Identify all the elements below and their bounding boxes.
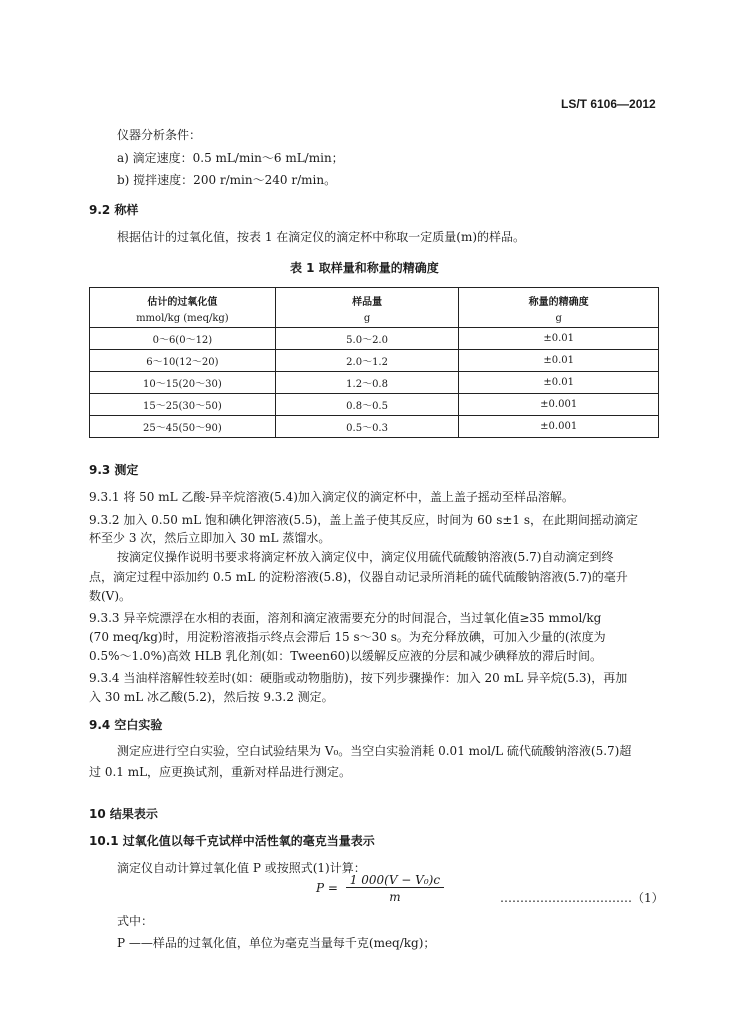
clause-9-3-2-line: 9.3.2 加入 0.50 mL 饱和碘化钾溶液(5.5)，盖上盖子使其反应，时间为 60 s±1 s，在此期间摇动滴定 bbox=[89, 513, 639, 527]
table-unit-cell: g bbox=[459, 309, 659, 328]
clause-9-3-3-line: 9.3.3 异辛烷漂浮在水相的表面，溶剂和滴定液需要充分的时间混合，当过氧化值≥35 mmol/kg bbox=[89, 611, 602, 625]
table-header-row bbox=[90, 288, 659, 310]
table-row bbox=[90, 394, 659, 416]
clause-9-3-4-line: 9.3.4 当油样溶解性较差时(如：硬脂或动物脂肪)，按下列步骤操作：加入 20 mL 异辛烷(5.3)，再加 bbox=[89, 671, 628, 685]
table-unit-cell: mmol/kg (meq/kg) bbox=[90, 309, 276, 328]
condition-item-a: a) 滴定速度：0.5 mL/min～6 mL/min； bbox=[117, 151, 344, 165]
section-9-3-heading: 9.3 测定 bbox=[89, 463, 139, 477]
definition-p: P ——样品的过氧化值，单位为毫克当量每千克(meq/kg)； bbox=[117, 936, 436, 950]
document-code: LS/T 6106—2012 bbox=[561, 97, 656, 111]
formula-number: ……………………………（1） bbox=[500, 891, 664, 905]
table-cell: 6～10(12～20) bbox=[90, 350, 276, 372]
section-9-2-text: 根据估计的过氧化值，按表 1 在滴定仪的滴定杯中称取一定质量(m)的样品。 bbox=[117, 230, 526, 244]
table-cell: ±0.001 bbox=[459, 416, 659, 438]
clause-9-3-2-line: 杯至少 3 次，然后立即加入 30 mL 蒸馏水。 bbox=[89, 531, 331, 545]
table-row bbox=[90, 350, 659, 372]
table-1 bbox=[89, 287, 659, 438]
table-unit-cell: g bbox=[275, 309, 459, 328]
clause-9-3-4-line: 入 30 mL 冰乙酸(5.2)，然后按 9.3.2 测定。 bbox=[89, 690, 334, 704]
formula-intro: 滴定仪自动计算过氧化值 P 或按照式(1)计算： bbox=[117, 861, 366, 875]
section-9-4-line: 测定应进行空白实验，空白试验结果为 V₀。当空白实验消耗 0.01 mol/L 硫代硫酸钠溶液(5.7)超 bbox=[117, 744, 632, 758]
instrument-conditions-title: 仪器分析条件： bbox=[117, 128, 202, 142]
clause-9-3-2-para-line: 数(V)。 bbox=[89, 589, 132, 603]
table-cell: 10～15(20～30) bbox=[90, 372, 276, 394]
where-label: 式中： bbox=[117, 914, 154, 928]
clause-9-3-2-para-line: 点，滴定过程中添加约 0.5 mL 的淀粉溶液(5.8)，仪器自动记录所消耗的硫代硫酸钠溶液(5.7)的毫升 bbox=[89, 570, 628, 584]
formula-fraction bbox=[346, 873, 444, 904]
section-9-4-heading: 9.4 空白实验 bbox=[89, 718, 163, 732]
table-unit-row bbox=[90, 309, 659, 328]
table-cell: ±0.01 bbox=[459, 350, 659, 372]
table-1-caption: 表 1 取样量和称量的精确度 bbox=[290, 261, 439, 275]
table-cell: 25～45(50～90) bbox=[90, 416, 276, 438]
table-cell: ±0.001 bbox=[459, 394, 659, 416]
table-header-cell: 样品量 bbox=[275, 288, 459, 310]
clause-9-3-3-line: 0.5%～1.0%)高效 HLB 乳化剂(如：Tween60)以缓解反应液的分层和减少碘释放的滞后时间。 bbox=[89, 649, 602, 663]
table-cell: 1.2～0.8 bbox=[275, 372, 459, 394]
formula-numerator: 1 000(V − V₀)c bbox=[346, 873, 444, 888]
section-9-4-line: 过 0.1 mL，应更换试剂，重新对样品进行测定。 bbox=[89, 765, 352, 779]
section-9-2-heading: 9.2 称样 bbox=[89, 203, 139, 217]
table-cell: 0.8～0.5 bbox=[275, 394, 459, 416]
table-row bbox=[90, 328, 659, 350]
formula-lhs: P = bbox=[316, 881, 338, 895]
clause-9-3-2-para-line: 按滴定仪操作说明书要求将滴定杯放入滴定仪中，滴定仪用硫代硫酸钠溶液(5.7)自动滴定到终 bbox=[117, 550, 614, 564]
formula-denominator: m bbox=[389, 890, 401, 904]
table-row bbox=[90, 416, 659, 438]
table-cell: ±0.01 bbox=[459, 328, 659, 350]
clause-9-3-3-line: (70 meq/kg)时，用淀粉溶液指示终点会滞后 15 s～30 s。为充分释放碘，可加入少量的(浓度为 bbox=[89, 630, 606, 644]
table-cell: 0～6(0～12) bbox=[90, 328, 276, 350]
section-10-1-heading: 10.1 过氧化值以每千克试样中活性氧的毫克当量表示 bbox=[89, 834, 375, 848]
formula-1 bbox=[316, 873, 444, 904]
condition-item-b: b) 搅拌速度：200 r/min～240 r/min。 bbox=[117, 173, 337, 187]
table-header-cell: 估计的过氧化值 bbox=[90, 288, 276, 310]
section-10-heading: 10 结果表示 bbox=[89, 807, 158, 821]
table-cell: 5.0～2.0 bbox=[275, 328, 459, 350]
table-cell: 15～25(30～50) bbox=[90, 394, 276, 416]
table-cell: ±0.01 bbox=[459, 372, 659, 394]
clause-9-3-1: 9.3.1 将 50 mL 乙酸-异辛烷溶液(5.4)加入滴定仪的滴定杯中，盖上盖子摇动至样品溶解。 bbox=[89, 490, 574, 504]
table-cell: 2.0～1.2 bbox=[275, 350, 459, 372]
table-row bbox=[90, 372, 659, 394]
table-header-cell: 称量的精确度 bbox=[459, 288, 659, 310]
table-cell: 0.5～0.3 bbox=[275, 416, 459, 438]
